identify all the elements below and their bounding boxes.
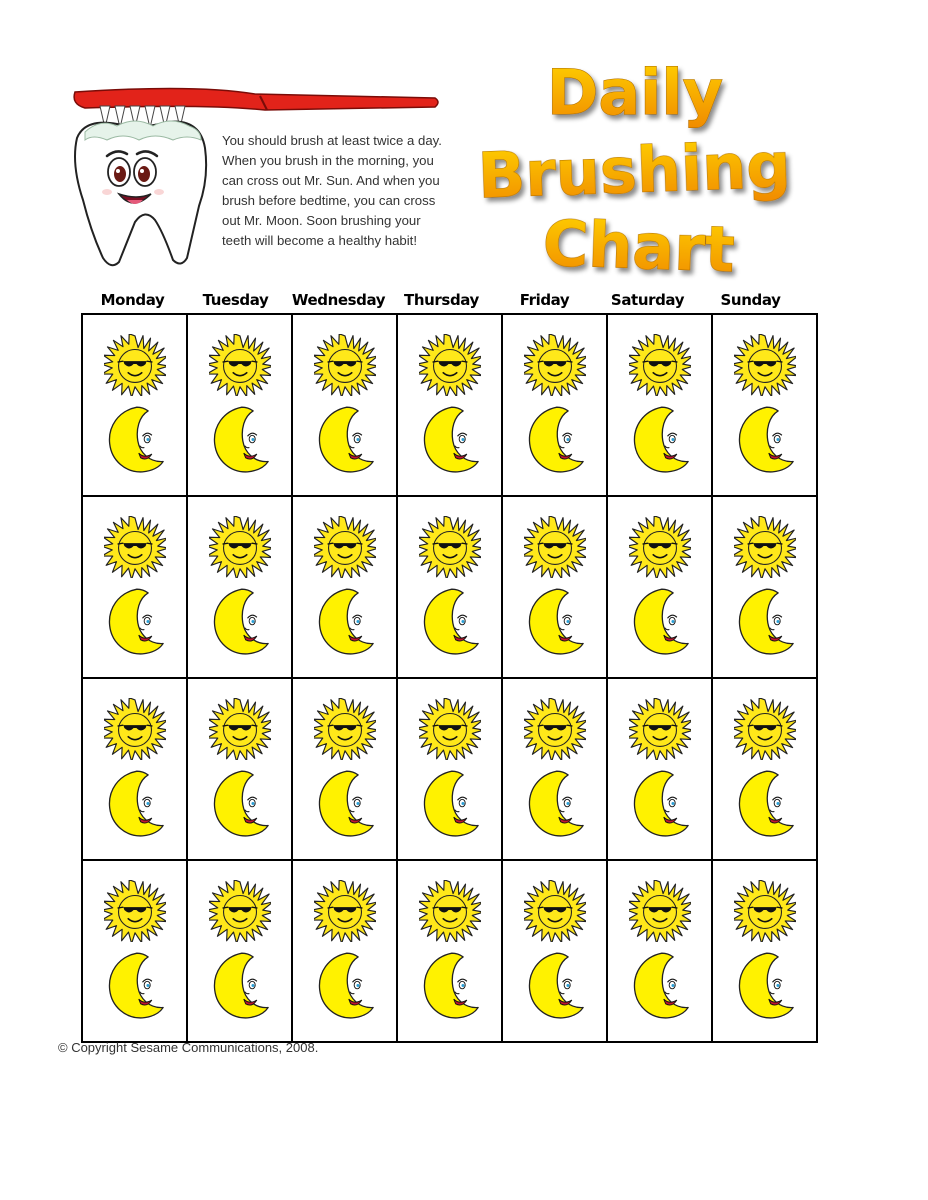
- crescent-moon-icon[interactable]: [525, 586, 585, 658]
- crescent-moon-icon[interactable]: [210, 586, 270, 658]
- day-cell: [607, 678, 712, 860]
- sun-with-sunglasses-icon[interactable]: [629, 516, 691, 578]
- day-cell: [187, 678, 292, 860]
- day-cell: [607, 314, 712, 496]
- day-cell: [82, 860, 187, 1042]
- crescent-moon-icon[interactable]: [735, 950, 795, 1022]
- sun-with-sunglasses-icon[interactable]: [209, 516, 271, 578]
- week-row: [82, 496, 817, 678]
- page-title: [470, 52, 800, 292]
- day-cell: [292, 314, 397, 496]
- week-row: [82, 314, 817, 496]
- crescent-moon-icon[interactable]: [315, 586, 375, 658]
- crescent-moon-icon[interactable]: [420, 586, 480, 658]
- crescent-moon-icon[interactable]: [525, 404, 585, 476]
- sun-with-sunglasses-icon[interactable]: [419, 334, 481, 396]
- sun-with-sunglasses-icon[interactable]: [314, 516, 376, 578]
- sun-with-sunglasses-icon[interactable]: [209, 880, 271, 942]
- day-header-wednesday: Wednesday: [291, 291, 386, 309]
- crescent-moon-icon[interactable]: [210, 768, 270, 840]
- title-line-daily: Daily: [546, 56, 724, 129]
- sun-with-sunglasses-icon[interactable]: [314, 698, 376, 760]
- day-cell: [607, 496, 712, 678]
- crescent-moon-icon[interactable]: [105, 768, 165, 840]
- crescent-moon-icon[interactable]: [630, 950, 690, 1022]
- crescent-moon-icon[interactable]: [735, 768, 795, 840]
- sun-with-sunglasses-icon[interactable]: [104, 880, 166, 942]
- day-header-monday: Monday: [100, 291, 165, 309]
- crescent-moon-icon[interactable]: [735, 586, 795, 658]
- day-cell: [607, 860, 712, 1042]
- day-cell: [502, 314, 607, 496]
- day-cell: [397, 496, 502, 678]
- sun-with-sunglasses-icon[interactable]: [734, 880, 796, 942]
- day-cell: [82, 314, 187, 496]
- day-cell: [397, 314, 502, 496]
- sun-with-sunglasses-icon[interactable]: [524, 880, 586, 942]
- sun-with-sunglasses-icon[interactable]: [629, 334, 691, 396]
- sun-with-sunglasses-icon[interactable]: [314, 334, 376, 396]
- sun-with-sunglasses-icon[interactable]: [314, 880, 376, 942]
- day-header-tuesday: Tuesday: [202, 291, 269, 309]
- day-cell: [292, 496, 397, 678]
- brushing-grid: [81, 313, 818, 1043]
- day-cell: [187, 496, 292, 678]
- crescent-moon-icon[interactable]: [630, 404, 690, 476]
- day-cell: [187, 314, 292, 496]
- day-cell: [82, 496, 187, 678]
- crescent-moon-icon[interactable]: [525, 950, 585, 1022]
- sun-with-sunglasses-icon[interactable]: [629, 698, 691, 760]
- day-cell: [712, 678, 817, 860]
- crescent-moon-icon[interactable]: [105, 950, 165, 1022]
- sun-with-sunglasses-icon[interactable]: [419, 880, 481, 942]
- sun-with-sunglasses-icon[interactable]: [524, 698, 586, 760]
- day-cell: [292, 678, 397, 860]
- crescent-moon-icon[interactable]: [105, 404, 165, 476]
- crescent-moon-icon[interactable]: [630, 586, 690, 658]
- sun-with-sunglasses-icon[interactable]: [104, 334, 166, 396]
- title-line-chart: Chart: [541, 206, 736, 287]
- copyright-notice: © Copyright Sesame Communications, 2008.: [58, 1040, 319, 1055]
- day-cell: [187, 860, 292, 1042]
- sun-with-sunglasses-icon[interactable]: [419, 516, 481, 578]
- sun-with-sunglasses-icon[interactable]: [734, 334, 796, 396]
- crescent-moon-icon[interactable]: [315, 404, 375, 476]
- crescent-moon-icon[interactable]: [420, 950, 480, 1022]
- day-cell: [712, 860, 817, 1042]
- day-cell: [292, 860, 397, 1042]
- crescent-moon-icon[interactable]: [315, 768, 375, 840]
- crescent-moon-icon[interactable]: [315, 950, 375, 1022]
- week-row: [82, 678, 817, 860]
- crescent-moon-icon[interactable]: [420, 404, 480, 476]
- day-header-sunday: Sunday: [720, 291, 781, 309]
- day-cell: [82, 678, 187, 860]
- day-cell: [397, 860, 502, 1042]
- sun-with-sunglasses-icon[interactable]: [524, 334, 586, 396]
- sun-with-sunglasses-icon[interactable]: [209, 698, 271, 760]
- day-cell: [502, 860, 607, 1042]
- sun-with-sunglasses-icon[interactable]: [524, 516, 586, 578]
- day-cell: [712, 314, 817, 496]
- crescent-moon-icon[interactable]: [105, 586, 165, 658]
- crescent-moon-icon[interactable]: [210, 950, 270, 1022]
- day-header-row: [81, 287, 801, 313]
- crescent-moon-icon[interactable]: [735, 404, 795, 476]
- day-header-friday: Friday: [519, 291, 570, 309]
- day-header-thursday: Thursday: [404, 291, 479, 309]
- day-cell: [502, 678, 607, 860]
- sun-with-sunglasses-icon[interactable]: [734, 516, 796, 578]
- sun-with-sunglasses-icon[interactable]: [629, 880, 691, 942]
- intro-text: You should brush at least twice a day. When you brush in the morning, you can cross out Mr. Sun. And when you brush before bedtime, you can cross out Mr. Moon. Soon brushing your teeth will become a healthy habit!: [222, 133, 442, 248]
- crescent-moon-icon[interactable]: [630, 768, 690, 840]
- crescent-moon-icon[interactable]: [210, 404, 270, 476]
- day-cell: [712, 496, 817, 678]
- sun-with-sunglasses-icon[interactable]: [419, 698, 481, 760]
- week-row: [82, 860, 817, 1042]
- sun-with-sunglasses-icon[interactable]: [104, 698, 166, 760]
- crescent-moon-icon[interactable]: [525, 768, 585, 840]
- title-line-brushing: Brushing: [476, 128, 792, 213]
- sun-with-sunglasses-icon[interactable]: [734, 698, 796, 760]
- day-cell: [397, 678, 502, 860]
- day-cell: [502, 496, 607, 678]
- sun-with-sunglasses-icon[interactable]: [104, 516, 166, 578]
- day-header-saturday: Saturday: [610, 291, 685, 309]
- sun-with-sunglasses-icon[interactable]: [209, 334, 271, 396]
- crescent-moon-icon[interactable]: [420, 768, 480, 840]
